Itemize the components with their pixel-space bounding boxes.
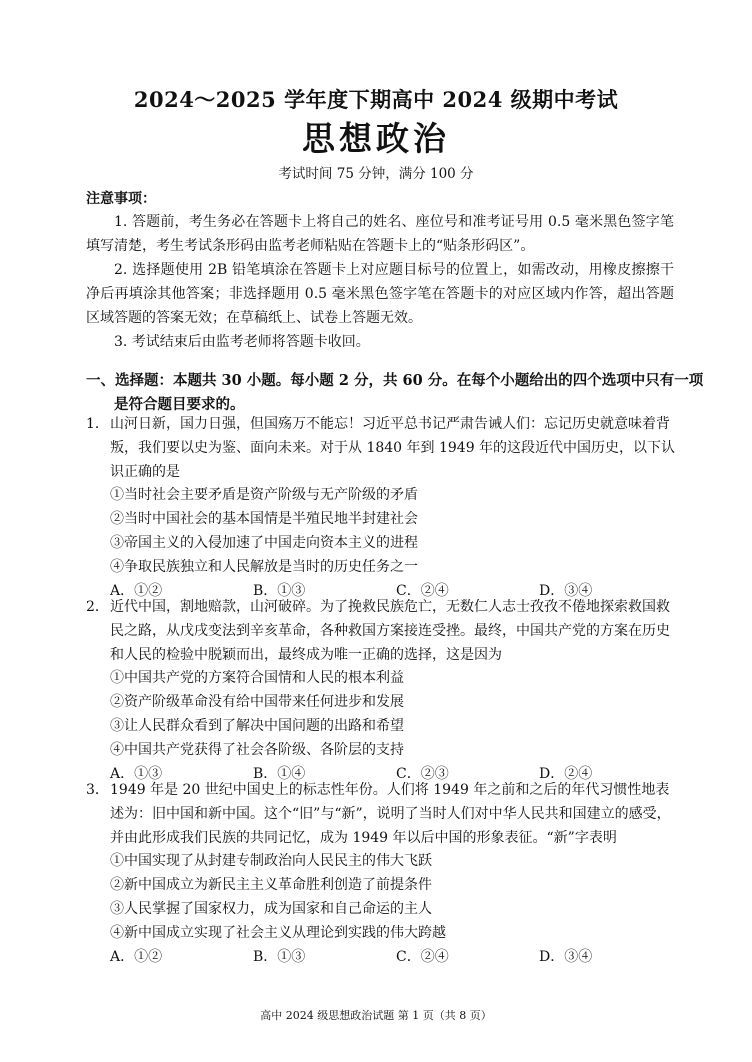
question-statement: ③让人民群众看到了解决中国问题的出路和希望 (110, 717, 404, 734)
question-1 (86, 413, 682, 603)
section-title: 一、选择题：本题共 30 小题。每小题 2 分，共 60 分。在每个小题给出的四个选项中只有一项是符合题目要求的。 (86, 372, 704, 413)
question-statement: ②资产阶级革命没有给中国带来任何进步和发展 (110, 694, 404, 711)
exam-meta: 考试时间 75 分钟，满分 100 分 (278, 166, 474, 182)
question-text: 近代中国，割地赔款，山河破碎。为了挽救民族危亡，无数仁人志士孜孜不倦地探索救国救民之路，从戊戌变法到辛亥革命，各种救国方案接连受挫。最终，中国共产党的方案在历史和人民的检验中脱颖而出，最终成为唯一正确的选择，这是因为 (110, 599, 670, 663)
question-number: 2． (86, 599, 109, 615)
option-a: A．①② (110, 582, 163, 599)
question-text: 1949 年是 20 世纪中国史上的标志性年份。人们将 1949 年之前和之后的年代习惯性地表述为：旧中国和新中国。这个“旧”与“新”，说明了当时人们对中华人民共和国建立的感受，并由此形成我们民族的共同记忆，成为 1949 年以后中国的形象表征。“新”字表明 (110, 782, 671, 846)
question-number: 1． (86, 416, 109, 432)
page-footer: 高中 2024 级思想政治试题 第 1 页（共 8 页） (260, 1009, 492, 1022)
question-stem (86, 596, 682, 667)
option-b: B．①③ (253, 948, 306, 965)
question-statement: ①中国共产党的方案符合国情和人民的根本利益 (110, 670, 404, 687)
exam-title: 2024～2025 学年度下期高中 2024 级期中考试 (133, 87, 619, 112)
question-statement: ②当时中国社会的基本国情是半殖民地半封建社会 (110, 511, 418, 528)
question-stem (86, 413, 682, 484)
question-statement: ④争取民族独立和人民解放是当时的历史任务之一 (110, 558, 418, 575)
question-statement: ③人民掌握了国家权力，成为国家和自己命运的主人 (110, 900, 432, 917)
option-d: D．③④ (539, 582, 593, 599)
subject-title: 思想政治 (302, 119, 450, 158)
note-item: 2. 选择题使用 2B 铅笔填涂在答题卡上对应题目标号的位置上，如需改动，用橡皮擦擦干净后再填涂其他答案；非选择题用 0.5 毫米黑色签字笔在答题卡的对应区域内作答，超出答题区域答题的答案无效；在草稿纸上、试卷上答题无效。 (86, 262, 674, 326)
notes-title: 注意事项： (86, 191, 156, 207)
question-statement: ①当时社会主要矛盾是资产阶级与无产阶级的矛盾 (110, 487, 418, 504)
option-c: C．②④ (396, 582, 449, 599)
notes-list (86, 210, 674, 354)
question-2 (86, 596, 682, 786)
option-c: C．②④ (396, 948, 449, 965)
question-text: 山河日新，国力日强，但国殇万不能忘！习近平总书记严肃告诫人们：忘记历史就意味着背叛，我们要以史为鉴、面向未来。对于从 1840 年到 1949 年的这段近代中国历史，以下认识正确的是 (110, 416, 676, 480)
question-statement: ③帝国主义的入侵加速了中国走向资本主义的进程 (110, 534, 418, 551)
question-statement: ②新中国成立为新民主主义革命胜利创造了前提条件 (110, 877, 432, 894)
question-stem (86, 779, 682, 850)
option-a: A．①③ (110, 765, 163, 782)
question-3 (86, 779, 682, 969)
note-item: 3. 考试结束后由监考老师将答题卡收回。 (114, 334, 370, 350)
option-d: D．②④ (539, 765, 593, 782)
question-number: 3． (86, 782, 109, 798)
answer-options (86, 946, 682, 970)
option-b: B．①③ (253, 582, 306, 599)
option-c: C．②③ (396, 765, 449, 782)
option-d: D．③④ (539, 948, 593, 965)
option-a: A．①② (110, 948, 163, 965)
question-statement: ④新中国成立实现了社会主义从理论到实践的伟大跨越 (110, 924, 446, 941)
note-item: 1. 答题前，考生务必在答题卡上将自己的姓名、座位号和准考证号用 0.5 毫米黑色签字笔填写清楚，考生考试条形码由监考老师粘贴在答题卡上的“贴条形码区”。 (86, 214, 674, 254)
question-statement: ①中国实现了从封建专制政治向人民民主的伟大飞跃 (110, 853, 432, 870)
option-b: B．①④ (253, 765, 306, 782)
question-statement: ④中国共产党获得了社会各阶级、各阶层的支持 (110, 741, 404, 758)
